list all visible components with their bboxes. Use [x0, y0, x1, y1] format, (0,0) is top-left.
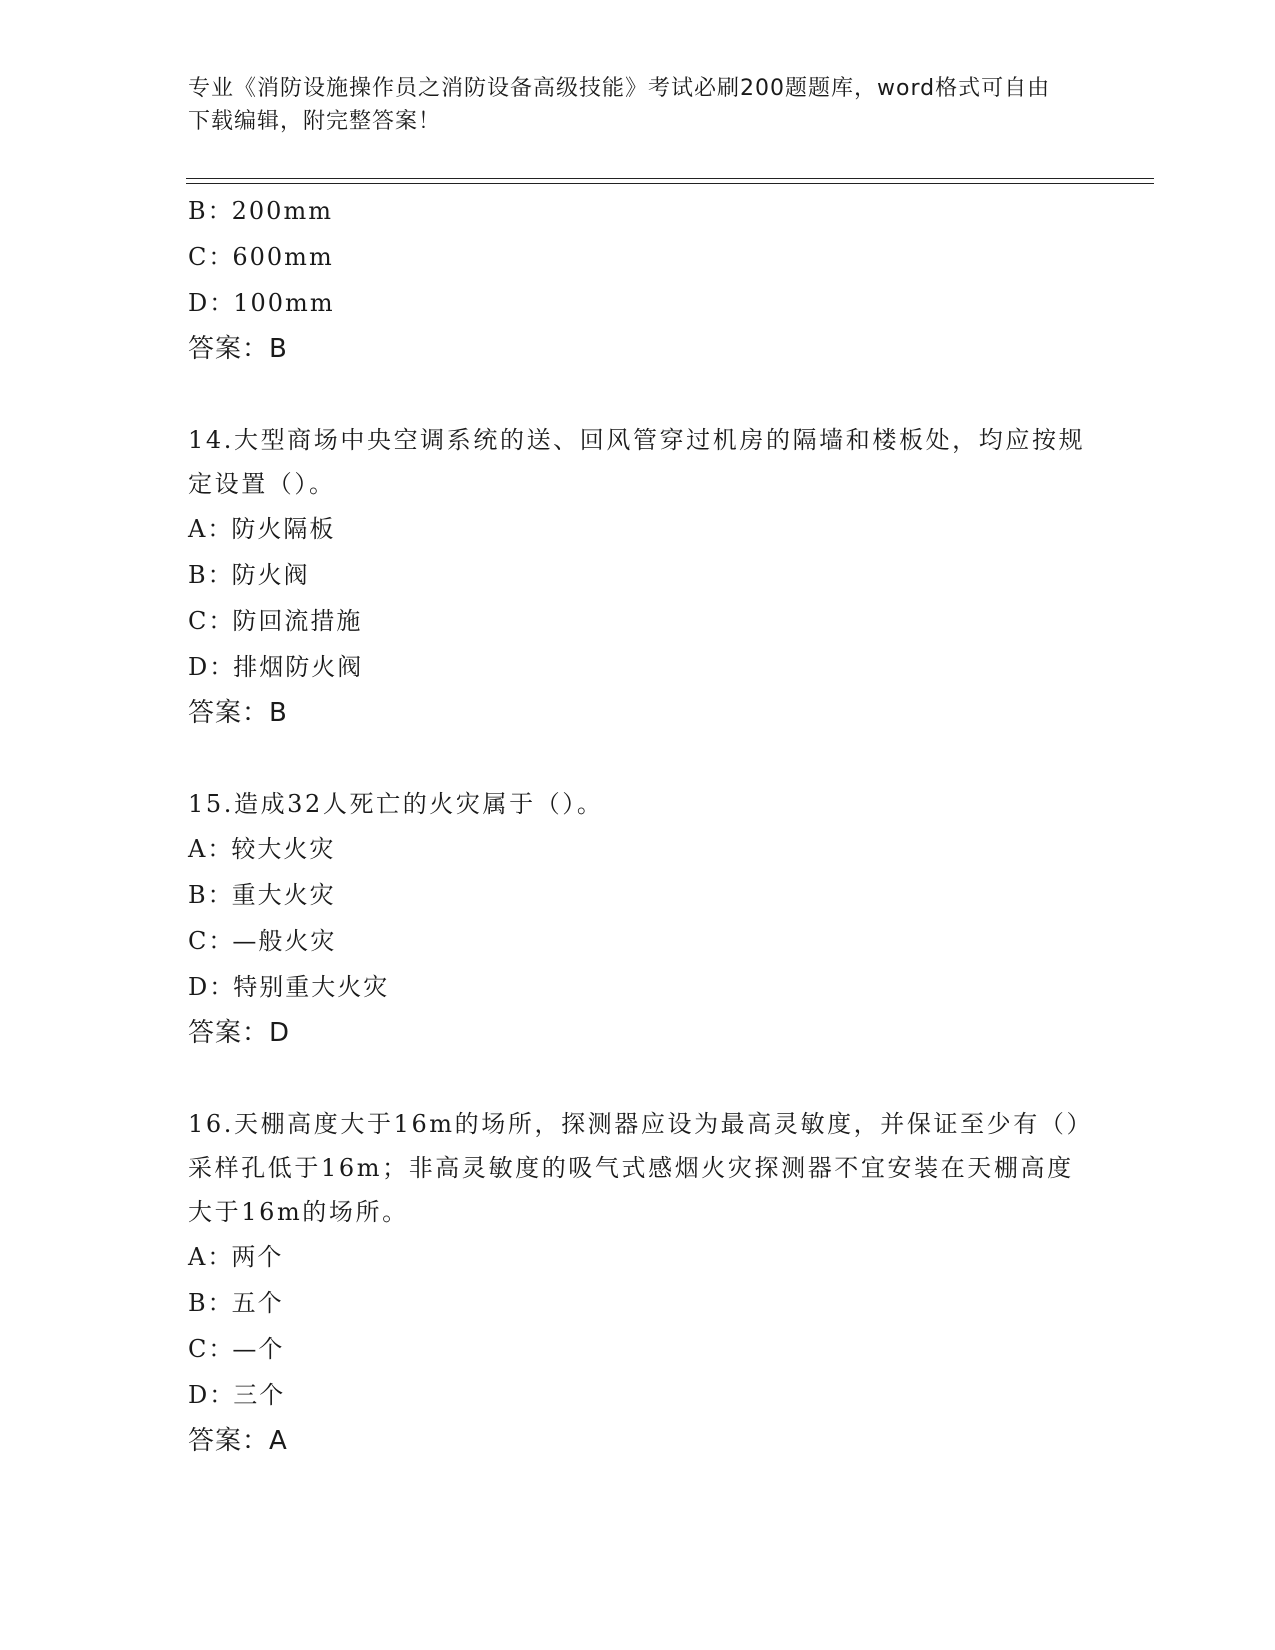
option-a: A：防火隔板 — [188, 515, 336, 543]
question-text: 14.大型商场中央空调系统的送、回风管穿过机房的隔墙和楼板处，均应按规定设置（）。 — [188, 426, 1086, 498]
option-d: D：100mm — [188, 289, 335, 317]
option-b: B：重大火灾 — [188, 881, 336, 909]
question-15 — [188, 782, 1088, 1056]
option-b: B：防火阀 — [188, 561, 310, 589]
question-14 — [188, 418, 1088, 736]
option-d: D：三个 — [188, 1381, 286, 1409]
option-a: A：两个 — [188, 1243, 284, 1271]
option-b: B：200mm — [188, 197, 333, 225]
option-d: D：特别重大火灾 — [188, 973, 390, 1001]
answer: 答案：D — [188, 1018, 291, 1048]
page-header: 专业《消防设施操作员之消防设备高级技能》考试必刷200题题库，word格式可自由下载编辑，附完整答案！ — [188, 76, 1051, 134]
option-a: A：较大火灾 — [188, 835, 336, 863]
question-text: 16.天棚高度大于16m的场所，探测器应设为最高灵敏度，并保证至少有（）采样孔低于16m；非高灵敏度的吸气式感烟火灾探测器不宜安装在天棚高度大于16m的场所。 — [188, 1110, 1082, 1226]
option-b: B：五个 — [188, 1289, 284, 1317]
question-text: 15.造成32人死亡的火灾属于（）。 — [188, 790, 604, 818]
question-16 — [188, 1102, 1088, 1464]
option-c: C：防回流措施 — [188, 607, 363, 635]
option-c: C：—般火灾 — [188, 927, 337, 955]
answer: 答案：B — [188, 334, 288, 364]
option-c: C：600mm — [188, 243, 334, 271]
answer: 答案：A — [188, 1426, 288, 1456]
answer: 答案：B — [188, 698, 288, 728]
question-list — [188, 188, 1088, 1464]
option-d: D：排烟防火阀 — [188, 653, 364, 681]
question-13-continued — [188, 188, 1088, 372]
header-divider-top — [186, 178, 1154, 179]
header-divider-bottom — [186, 183, 1154, 184]
option-c: C：—个 — [188, 1335, 285, 1363]
